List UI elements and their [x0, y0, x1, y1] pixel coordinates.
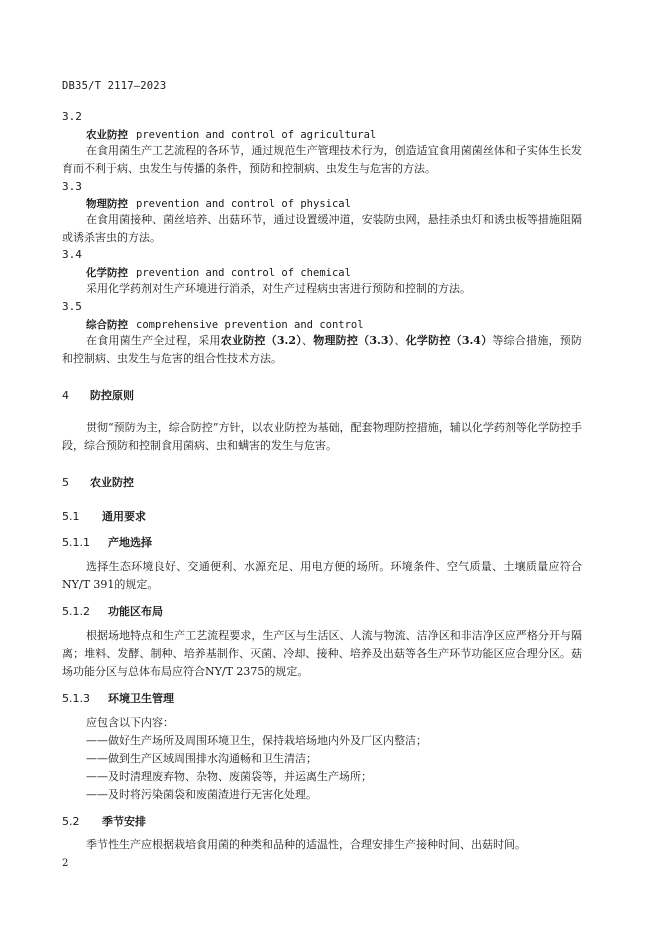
section-paragraph: 根据场地特点和生产工艺流程要求，生产区与生活区、人流与物流、洁净区和非洁净区应严格分开与隔离；堆料、发酵、制种、培养基制作、灭菌、冷却、接种、培养及出菇等各生产环节功能区应合理分区。菇场功能分区与总体布局应符合NY/T 2375的规定。 [62, 629, 582, 678]
page-number: 2 [62, 858, 69, 869]
subsection-number: 5.1.1 [62, 536, 90, 549]
section-paragraph: 选择生态环境良好、交通便利、水源充足、用电方便的场所。环境条件、空气质量、土壤质量应符合NY/T 391的规定。 [62, 560, 582, 591]
section-number: 5 [62, 476, 69, 489]
term-definition: 采用化学药剂对生产环境进行消杀，对生产过程病虫害进行预防和控制的方法。 [86, 282, 471, 295]
document-id: DB35/T 2117—2023 [62, 80, 167, 92]
term-title [86, 265, 351, 280]
term-number: 3.2 [62, 110, 82, 123]
term-number: 3.3 [62, 180, 82, 193]
subsection-number: 5.1 [62, 510, 80, 523]
term-reference: 物理防控（3.3） [313, 334, 395, 347]
subsection-heading [62, 690, 174, 706]
list-intro: 应包含以下内容： [86, 716, 174, 729]
term-en: prevention and control of chemical [136, 267, 351, 279]
separator: 、 [394, 334, 406, 347]
term-reference: 农业防控（3.2） [220, 334, 302, 347]
term-en: prevention and control of physical [136, 198, 351, 210]
list-item: ——及时将污染菌袋和废菌渣进行无害化处理。 [86, 788, 317, 801]
subsection-title: 功能区布局 [108, 605, 163, 618]
subsection-title: 产地选择 [108, 536, 152, 549]
subsection-number: 5.1.3 [62, 692, 90, 705]
term-reference: 化学防控（3.4） [405, 334, 493, 347]
term-title [86, 317, 364, 332]
term-cn: 综合防控 [86, 319, 128, 331]
subsection-number: 5.2 [62, 815, 80, 828]
section-heading [62, 387, 134, 403]
section-number: 4 [62, 389, 69, 402]
subsection-title: 通用要求 [102, 510, 146, 523]
section-paragraph: 贯彻“预防为主，综合防控”方针，以农业防控为基础，配套物理防控措施，辅以化学药剂等化学防控手段，综合预防和控制食用菌病、虫和螨害的发生与危害。 [62, 421, 582, 452]
subsection-title: 季节安排 [102, 815, 146, 828]
subsection-number: 5.1.2 [62, 605, 90, 618]
term-definition [62, 332, 582, 368]
term-title [86, 127, 376, 142]
list-item: ——做好生产场所及周围环境卫生，保持栽培场地内外及厂区内整洁； [86, 734, 427, 747]
term-en: prevention and control of agricultural [136, 129, 377, 141]
section-title: 防控原则 [90, 389, 134, 402]
section-title: 农业防控 [90, 476, 134, 489]
term-cn: 物理防控 [86, 198, 128, 210]
term-definition: 在食用菌生产工艺流程的各环节，通过规范生产管理技术行为，创造适宜食用菌菌丝体和子实体生长发育而不利于病、虫发生与传播的条件，预防和控制病、虫发生与危害的方法。 [62, 144, 582, 175]
subsection-heading [62, 603, 163, 619]
term-cn: 农业防控 [86, 129, 128, 141]
separator: 、 [301, 334, 314, 347]
list-item: ——做到生产区域周围排水沟通畅和卫生清洁； [86, 752, 317, 765]
term-title [86, 196, 351, 211]
definition-text: 等综合措施，预防和控制病、虫发生与危害的组合性技术方法。 [62, 334, 583, 365]
subsection-heading [62, 813, 146, 829]
section-heading [62, 474, 134, 490]
list-item: ——及时清理废弃物、杂物、废菌袋等，并运离生产场所； [86, 770, 372, 783]
definition-text: 在食用菌生产全过程，采用 [86, 334, 221, 347]
term-cn: 化学防控 [86, 267, 128, 279]
subsection-heading [62, 508, 146, 524]
term-number: 3.4 [62, 248, 82, 261]
term-en: comprehensive prevention and control [136, 319, 364, 331]
subsection-heading [62, 534, 152, 550]
term-definition: 在食用菌接种、菌丝培养、出菇环节，通过设置缓冲道，安装防虫网，悬挂杀虫灯和诱虫板等措施阻隔或诱杀害虫的方法。 [62, 213, 582, 244]
section-paragraph: 季节性生产应根据栽培食用菌的种类和品种的适温性，合理安排生产接种时间、出菇时间。 [86, 838, 526, 851]
term-number: 3.5 [62, 300, 82, 313]
subsection-title: 环境卫生管理 [108, 692, 174, 705]
